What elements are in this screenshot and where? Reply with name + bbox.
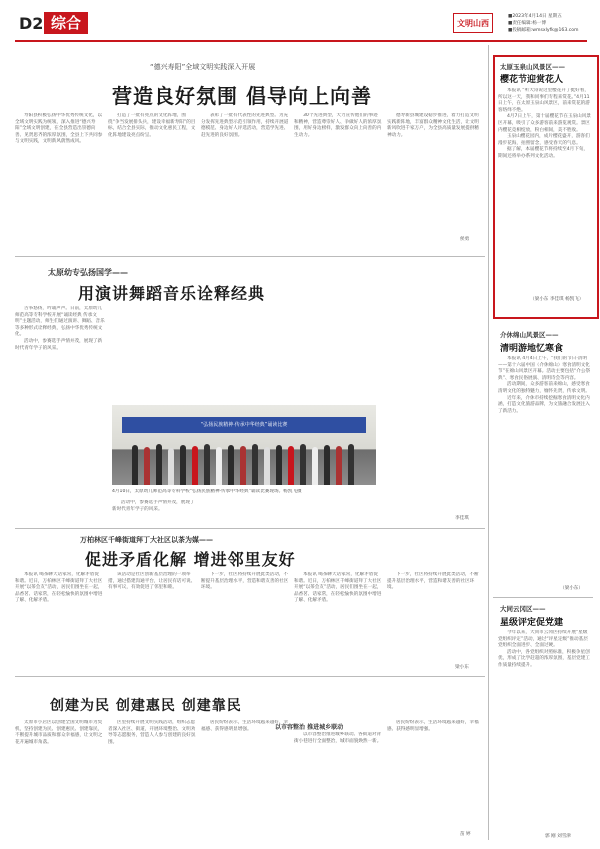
header-rule [15,40,587,42]
top-article-headline: 营造良好氛围 倡导向上向善 [112,84,372,108]
photo-banner: “弘扬民族精神·传承中华经典”诵读比赛 [122,417,366,433]
middle-article-col-5: 下一步，社区将持续开展此类活动，不断提升基层治理水平，营造和谐友善的社区环境。 [387,572,479,591]
photo-caption: 4月10日，太原幼儿师范高等专科学校“弘扬民族精神·传承中华经典”诵读比赛现场。杨凯飞摄 [112,489,302,494]
middle-article-headline: 促进矛盾化解 增进邻里友好 [85,550,296,569]
middle-article-kicker: 万柏林区千峰街道拜丁大社区以茶为媒—— [80,536,213,544]
section-badge: 综合 [44,12,88,34]
photo-article-headline: 用演讲舞蹈音乐诠释经典 [78,284,266,303]
publication-logo: 文明山西 [453,13,493,33]
page-number: D2 [19,14,44,33]
photo-article-col-1: 古筝悠扬，吟诵声声。日前，太原幼儿师范高等专科学校开展“诵读经典 传承文明”主题活动，师生们通过演讲、舞蹈、音乐等多种形式诠释经典，弘扬中华优秀传统文化。 活动中，参赛选手声情并茂，展现了新时代青年学子的风采。 [15,306,105,351]
side-top-headline: 樱花节迎赏花人 [500,75,564,85]
editor-credit: ■责任编辑:杨一博 [508,21,547,26]
side-bottom-headline: 星级评定促党建 [500,618,564,628]
side-mid-byline: （梁小东） [560,586,583,591]
top-article-col-1: 寿阳县积极弘扬中华优秀传统文化，以全域文明实践为统领，深入推进“德兴寿阳”全域文明创建，在全县营造出崇德向善、见贤思齐的浓厚氛围，全县上下共同参与文明实践，文明新风蔚然成风。 [15,113,103,145]
side-bottom-kicker: 大同云冈区—— [500,605,546,613]
contact-email: ■投稿邮箱:wmsxlyfk@163.com [508,28,579,33]
section-divider [15,528,485,529]
middle-article-col-3: 下一步，社区将持续开展此类活动，不断提升基层治理水平，营造和谐友善的社区环境。 [201,572,289,591]
side-bottom-byline: 郭 刚 刘雪津 [545,834,571,839]
photo-article-byline: 李佳琪 [455,516,469,521]
top-article-col-4: 30个先进典型，大力宣传他们的事迹和精神，营造尊崇好人、争做好人的浓厚氛围，用好身边榜样，激发群众向上向善的内生动力。 [294,113,382,138]
side-mid-kicker: 介休绵山风景区—— [500,331,559,339]
section-divider [15,256,485,257]
side-mid-headline: 清明游地忆寒食 [500,344,564,354]
bottom-article-byline: 苗 婷 [460,832,471,837]
section-divider [493,597,593,598]
middle-article-col-4: 本报讯 喝茶聊天话家常，化解矛盾促和谐。近日，万柏林区千峰街道拜丁大社区开展“以茶会友”活动，居民们围坐在一起，品香茗、话家常，在轻松愉快的氛围中增进了解、化解矛盾。 [294,572,382,604]
bottom-article-inline-head: 以市容整治 推进城乡联动 [275,724,344,731]
photo-article-kicker: 太原幼专弘扬国学—— [48,268,128,277]
bottom-article-col-3: 居民纷纷表示，生活环境越来越好，幸福感、获得感明显增强。 [201,720,289,732]
bottom-article-headline: 创建为民 创建惠民 创建靠民 [50,698,242,714]
column-divider [488,45,489,840]
top-article-subtitle: “德兴寿阳”全域文明实践深入开展 [150,63,256,71]
bottom-article-col-1: 太原市小店区以创建全国文明城市为契机，坚持创建为民、创建惠民、创建靠民，不断提升城市品质和群众幸福感，让文明之花开遍城市角落。 [15,720,103,745]
issue-date: ■2023年4月14日 星期五 [508,14,562,19]
middle-article-byline: 梁小东 [455,665,469,670]
side-top-kicker: 太原玉泉山风景区—— [500,63,565,71]
section-divider [15,676,485,677]
bottom-article-col-4: 以市容整治推进城乡联动。各街道对背街小巷进行全面整治，城市面貌焕然一新。 [294,732,382,744]
side-bottom-body: 今年以来，大同市云冈区持续开展“星级党组织评定”活动，通过“评星定级”推动基层党组织全面进步、全面过硬。 活动中，各党组织对照标准，积极争星创优，形成了比学赶超的浓厚氛围，基层党建工作质量持续提升。 [498,630,590,668]
bottom-article-col-2: 区里持续开展文明实践活动，组织志愿者深入社区、街道，开展环境整治、文明劝导等志愿服务，营造人人参与创建的良好氛围。 [108,720,196,745]
top-article-col-3: 表彰了一批有代表性的先进典型。为充分发挥先进典型示范引领作用，持续开展道德模范、身边好人评选活动，营造学先进、赶先进的良好氛围。 [201,113,289,138]
top-article-col-2: 打造了一批有亮点的文化阵地，围绕“争当发展排头兵，建设幸福新寿阳”的目标，结合全县实际，推动文化惠民工程，文化阵地建设亮点纷呈。 [108,113,196,138]
top-article-byline: 侯勇 [460,237,470,242]
side-mid-body: 本报讯 4月4日上午，“我们的节日·清明——第十六届中国（介休绵山）寒食清明文化节”在绵山风景区开幕。活动主要包括“介公祭典”、寒食民俗展演、清明诗会等内容。 活动期间，众多游客前来绵山，感受寒食清明文化的独特魅力，缅怀先贤，传承文明。 近年来，介休市持续挖掘寒食清明文化内涵，打造文化旅游品牌，为文旅融合发展注入了新活力。 [498,356,591,414]
photo-article-col-2: 活动中，参赛选手声情并茂，展现了新时代青年学子的风采。 [112,500,195,512]
middle-article-col-1: 本报讯 喝茶聊天话家常，化解矛盾促和谐。近日，万柏林区千峰街道拜丁大社区开展“以茶会友”活动，居民们围坐在一起，品香茗、话家常，在轻松愉快的氛围中增进了解、化解矛盾。 [15,572,103,604]
middle-article-col-2: 该活动是社区创新基层治理的一项举措，通过搭建沟通平台，让居民有话可说、有事可议，有效促进了邻里和睦。 [108,572,196,591]
bottom-article-col-5: 居民纷纷表示，生活环境越来越好，幸福感、获得感明显增强。 [387,720,479,732]
event-photo [112,405,376,485]
side-top-body: 本报讯 “听大哥说这里樱花开了挺好看，所以这一天，我和同事们专程来赏花。”4月11日上午，在太原玉泉山风景区，前来赏花的游客络绎不绝。 4月7日上午，第十届樱花节在玉泉山风景区开幕，吸引了众多游客前来游览观赏。景区内樱花竞相绽放，粉白相间，美不胜收。 玉泉山樱花园内，成片樱花盛开，游客们漫步花海，拍照留念，感受春天的气息。 据了解，本届樱花节将持续至4月下旬，期间还将举办系列文化活动。 [498,88,591,159]
side-top-byline: （梁小东 李佳琪 杨凯飞） [530,297,584,302]
top-article-col-5: 德寿新县城建设稳步推进，着力打造文明实践新阵地，丰富群众精神文化生活，让文明新风吹进千家万户，为全县高质量发展提供精神动力。 [387,113,479,138]
